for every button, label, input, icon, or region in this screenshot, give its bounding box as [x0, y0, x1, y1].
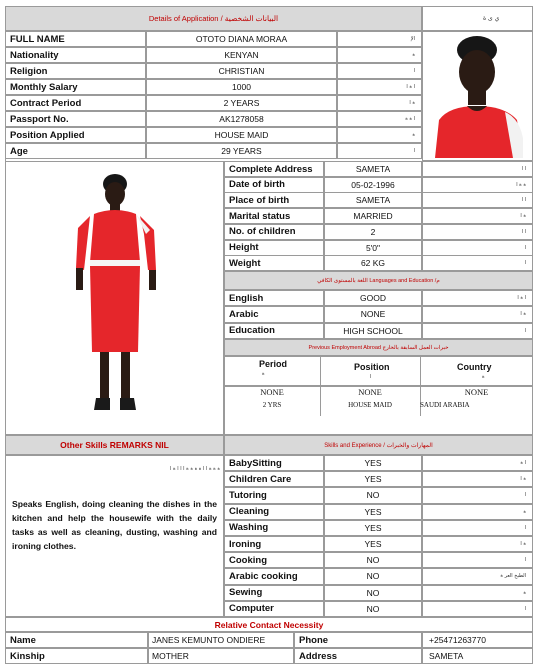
detail-value: SAMETA [324, 161, 422, 177]
other-skills-header: Other Skills REMARKS NIL [5, 435, 224, 455]
skill-arabic: ا [422, 520, 533, 536]
relative-kinship-value: MOTHER [148, 648, 294, 664]
detail-label: No. of children [224, 224, 324, 240]
personal-arabic: ا [337, 63, 422, 79]
personal-value: 2 YEARS [146, 95, 337, 111]
employment-cell: SAUDI ARABIA [420, 401, 470, 409]
personal-value: AK1278058 [146, 111, 337, 127]
detail-arabic: ا ا [422, 192, 533, 208]
language-arabic: ا ة ا [422, 290, 533, 306]
skill-arabic: ة ا [422, 471, 533, 487]
skill-value: NO [324, 585, 422, 601]
detail-arabic: ا [422, 240, 533, 256]
skill-value: YES [324, 504, 422, 520]
detail-value: 2 [324, 224, 422, 240]
relative-phone-label: Phone [294, 632, 422, 648]
skill-value: NO [324, 552, 422, 568]
relative-header: Relative Contact Necessity [5, 617, 533, 632]
full-body-photo-frame [5, 161, 224, 435]
skill-label: Cleaning [224, 504, 324, 520]
relative-phone-value: +25471263770 [422, 632, 533, 648]
relative-address-value: SAMETA [422, 648, 533, 664]
employment-body [224, 386, 533, 435]
skill-arabic: ا [422, 601, 533, 617]
col-position-label: Position [354, 362, 390, 372]
relative-name-label: Name [5, 632, 148, 648]
skill-value: NO [324, 568, 422, 584]
skill-label: Children Care [224, 471, 324, 487]
col-period-label: Period [259, 359, 288, 369]
language-value: NONE [324, 306, 422, 322]
skill-value: YES [324, 520, 422, 536]
detail-arabic: ا [422, 255, 533, 271]
detail-label: Marital status [224, 208, 324, 224]
personal-label: Religion [5, 63, 146, 79]
remarks-text: Speaks English, doing cleaning the dishes in the kitchen and help the housewife with the daily tasks as well as cleaning, dusting, washing and ironing clothes. [12, 499, 217, 551]
skill-value: NO [324, 601, 422, 617]
personal-value: KENYAN [146, 47, 337, 63]
col-position-ar: ا [370, 374, 372, 380]
detail-arabic: ا ا [422, 224, 533, 240]
personal-value: 1000 [146, 79, 337, 95]
employment-header: Previous Employment Abroad خبرات العمل السابقة بالخارج [224, 339, 533, 356]
detail-arabic: ة ة ا [422, 177, 533, 193]
personal-label: FULL NAME [5, 31, 146, 47]
skill-arabic: الطبخ العر ة [422, 568, 533, 584]
skill-arabic: ا ة [422, 455, 533, 471]
language-label: Arabic [224, 306, 324, 322]
detail-arabic: ة ا [422, 208, 533, 224]
relative-name-value: JANES KEMUNTO ONDIERE [148, 632, 294, 648]
employment-cell: HOUSE MAID [348, 401, 392, 409]
skill-arabic: ة ا [422, 536, 533, 552]
application-header [5, 6, 422, 31]
personal-label: Passport No. [5, 111, 146, 127]
skill-label: Computer [224, 601, 324, 617]
personal-label: Age [5, 143, 146, 159]
personal-arabic: الإ [337, 31, 422, 47]
col-period-ar: ة [262, 371, 265, 377]
skills-header: Skills and Experience / المهارات والخبرات [224, 435, 533, 455]
employment-cell: NONE [464, 387, 489, 397]
personal-arabic: ا ة ة [337, 111, 422, 127]
detail-value: 05-02-1996 [324, 177, 422, 193]
personal-value: 29 YEARS [146, 143, 337, 159]
personal-value: OTOTO DIANA MORAA [146, 31, 337, 47]
personal-arabic: ا ة ا [337, 79, 422, 95]
languages-header: اللغة بالمستوى الكافي Languages and Education /م [224, 271, 533, 290]
language-arabic: ا [422, 323, 533, 339]
detail-arabic: ا ا [422, 161, 533, 177]
language-value: GOOD [324, 290, 422, 306]
skill-arabic: ة [422, 585, 533, 601]
employment-cell: NONE [358, 387, 382, 397]
language-label: English [224, 290, 324, 306]
language-value: HIGH SCHOOL [324, 323, 422, 339]
skill-arabic: ا [422, 487, 533, 503]
detail-label: Date of birth [224, 177, 324, 193]
personal-label: Position Applied [5, 127, 146, 143]
skill-value: YES [324, 471, 422, 487]
skill-label: Arabic cooking [224, 568, 324, 584]
relative-address-label: Address [294, 648, 422, 664]
skill-label: Washing [224, 520, 324, 536]
skill-arabic: ة [422, 504, 533, 520]
personal-label: Monthly Salary [5, 79, 146, 95]
personal-arabic: ة [337, 127, 422, 143]
detail-value: 5'0" [324, 240, 422, 256]
detail-label: Place of birth [224, 192, 324, 208]
skill-label: BabySitting [224, 455, 324, 471]
passport-photo-frame [422, 31, 533, 161]
application-header-title: Details of Application / البيانات الشخصية [148, 14, 279, 23]
full-body-photo [60, 170, 170, 426]
employment-cell: 2 YRS [262, 401, 282, 409]
language-label: Education [224, 323, 324, 339]
passport-photo [427, 34, 529, 158]
detail-value: MARRIED [324, 208, 422, 224]
relative-kinship-label: Kinship [5, 648, 148, 664]
personal-value: HOUSE MAID [146, 127, 337, 143]
personal-arabic: ة [337, 47, 422, 63]
employment-cell: NONE [260, 387, 284, 397]
personal-value: CHRISTIAN [146, 63, 337, 79]
personal-arabic: ة ا [337, 95, 422, 111]
language-arabic: ة ا [422, 306, 533, 322]
detail-label: Weight [224, 255, 324, 271]
personal-arabic: ا [337, 143, 422, 159]
skill-label: Tutoring [224, 487, 324, 503]
skill-label: Ironing [224, 536, 324, 552]
col-country-label: Country [457, 362, 492, 372]
detail-label: Height [224, 240, 324, 256]
skill-value: NO [324, 487, 422, 503]
detail-label: Complete Address [224, 161, 324, 177]
col-country-ar: ة [482, 374, 485, 380]
skill-label: Sewing [224, 585, 324, 601]
personal-label: Contract Period [5, 95, 146, 111]
remarks-arabic: ة ة ة ا ا ة ة ة ة ا ا ا ة ا [170, 466, 220, 472]
skill-arabic: ا [422, 552, 533, 568]
header-arabic-mark: ي ى ة [422, 6, 533, 31]
personal-label: Nationality [5, 47, 146, 63]
detail-value: 62 KG [324, 255, 422, 271]
detail-value: SAMETA [324, 192, 422, 208]
skill-value: YES [324, 536, 422, 552]
skill-value: YES [324, 455, 422, 471]
skill-label: Cooking [224, 552, 324, 568]
